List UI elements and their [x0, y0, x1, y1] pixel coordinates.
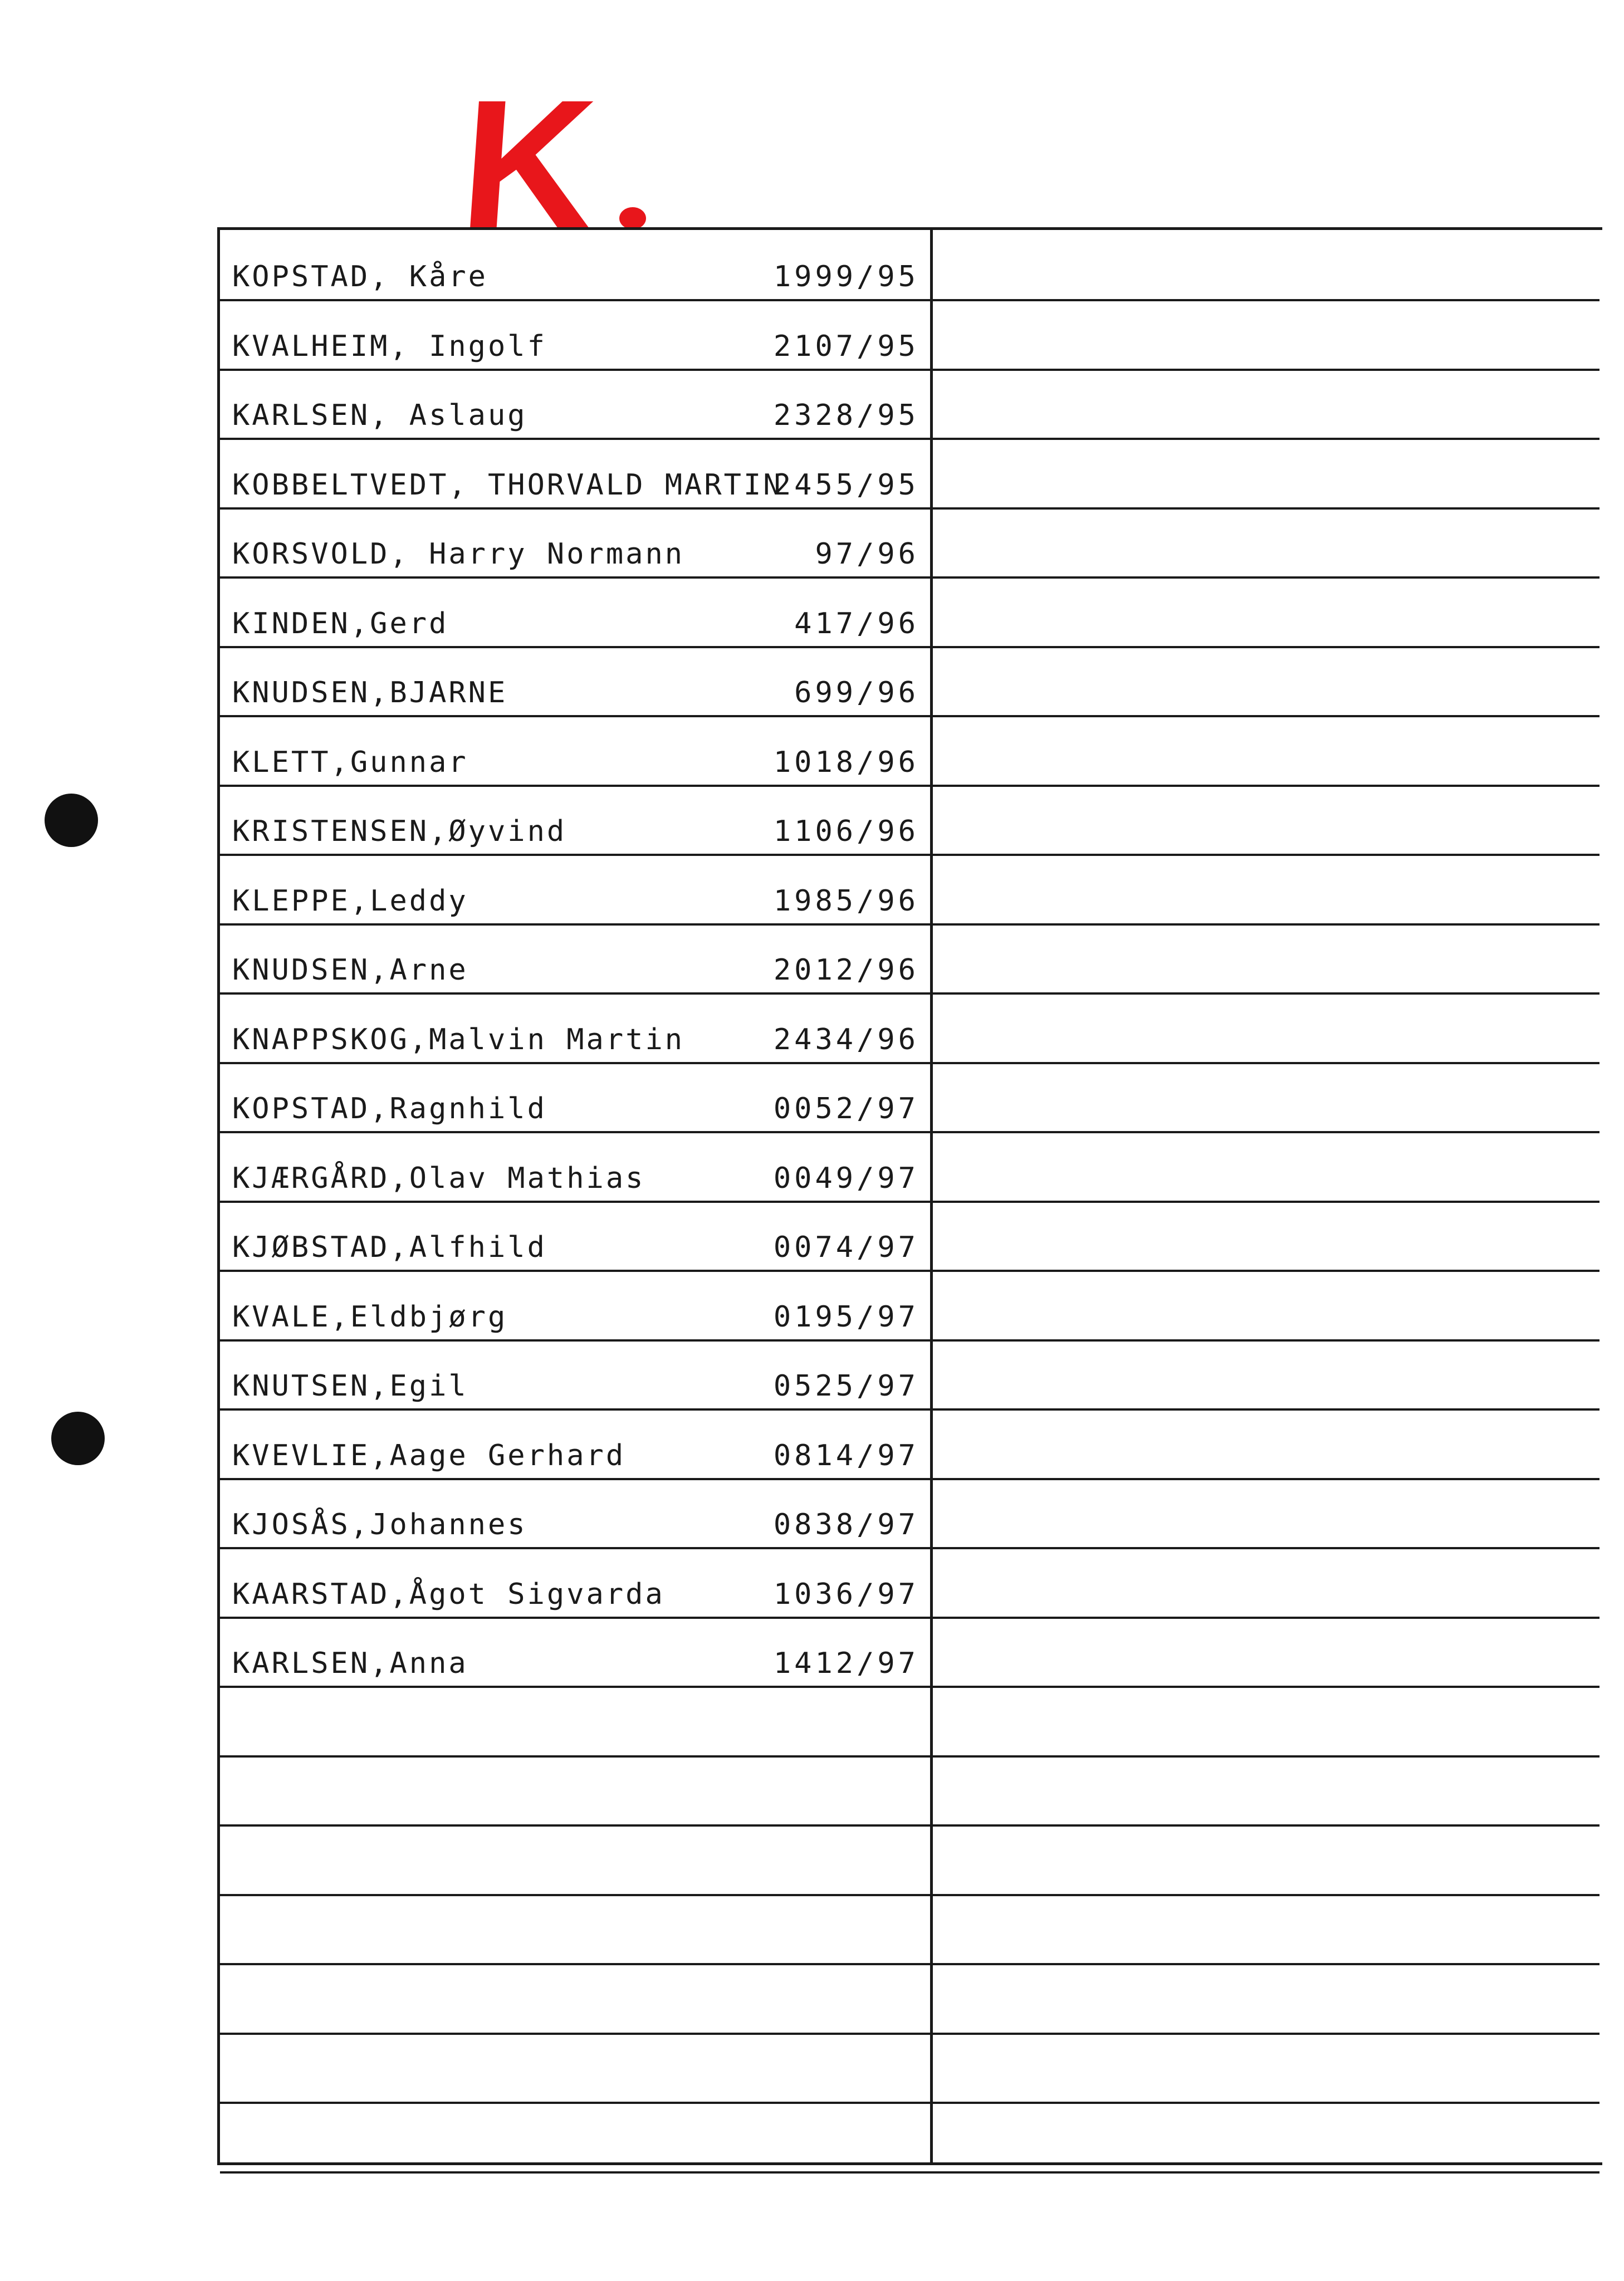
entry-name: KORSVOLD, Harry Normann [232, 537, 685, 571]
entry-name: KLEPPE,Leddy [232, 884, 468, 918]
register-row [220, 1964, 1599, 2035]
entry-name: KOPSTAD, Kåre [232, 260, 488, 293]
entry-case-number: 0814/97 [773, 1438, 919, 1472]
register-row [220, 2102, 1599, 2174]
entry-name: KJÆRGÅRD,Olav Mathias [232, 1161, 645, 1195]
register-row [220, 577, 1599, 648]
register-row [220, 230, 1599, 301]
punch-hole-top [45, 794, 98, 847]
entry-case-number: 0838/97 [773, 1508, 919, 1541]
register-row [220, 854, 1599, 926]
entry-case-number: 1018/96 [773, 745, 919, 779]
entry-case-number: 2434/96 [773, 1022, 919, 1056]
register-row [220, 1755, 1599, 1827]
register-row [220, 1132, 1599, 1203]
column-divider [930, 227, 933, 2162]
entry-name: KRISTENSEN,Øyvind [232, 815, 567, 848]
register-row [220, 785, 1599, 856]
entry-name: KJOSÅS,Johannes [232, 1508, 527, 1541]
entry-case-number: 1412/97 [773, 1647, 919, 1680]
register-row [220, 300, 1599, 371]
entry-name: KINDEN,Gerd [232, 606, 449, 640]
register-row [220, 438, 1599, 510]
entry-name: KJØBSTAD,Alfhild [232, 1231, 547, 1264]
letter-ink-dot [619, 207, 646, 229]
entry-case-number: 97/96 [815, 537, 919, 571]
register-row [220, 1409, 1599, 1480]
register-row [220, 1062, 1599, 1133]
entry-case-number: 0049/97 [773, 1161, 919, 1195]
register-row [220, 1339, 1599, 1411]
entry-case-number: 2107/95 [773, 329, 919, 363]
entry-name: KARLSEN,Anna [232, 1647, 468, 1680]
register-row [220, 1478, 1599, 1549]
entry-case-number: 699/96 [794, 676, 919, 709]
register-row [220, 1894, 1599, 1965]
entry-name: KVALE,Eldbjørg [232, 1300, 508, 1334]
register-row [220, 369, 1599, 440]
entry-name: KAARSTAD,Ågot Sigvarda [232, 1577, 665, 1611]
punch-hole-bottom [51, 1412, 105, 1465]
entry-case-number: 1106/96 [773, 815, 919, 848]
register-row [220, 1825, 1599, 1896]
entry-name: KOBBELTVEDT, THORVALD MARTIN [232, 468, 783, 502]
entry-name: KNUDSEN,BJARNE [232, 676, 508, 709]
entry-case-number: 1036/97 [773, 1577, 919, 1611]
entry-name: KNUDSEN,Arne [232, 953, 468, 987]
entry-name: KARLSEN, Aslaug [232, 399, 527, 432]
register-row [220, 646, 1599, 717]
entry-case-number: 417/96 [794, 606, 919, 640]
entry-case-number: 1985/96 [773, 884, 919, 918]
entry-name: KOPSTAD,Ragnhild [232, 1092, 547, 1125]
register-row [220, 2033, 1599, 2104]
entry-case-number: 2012/96 [773, 953, 919, 987]
entry-name: KLETT,Gunnar [232, 745, 468, 779]
register-row [220, 1686, 1599, 1758]
register-row [220, 1270, 1599, 1342]
entry-case-number: 0195/97 [773, 1300, 919, 1334]
register-row [220, 923, 1599, 995]
entry-name: KNAPPSKOG,Malvin Martin [232, 1022, 685, 1056]
entry-case-number: 0052/97 [773, 1092, 919, 1125]
entry-case-number: 0074/97 [773, 1231, 919, 1264]
entry-case-number: 2455/95 [773, 468, 919, 502]
entry-name: KNUTSEN,Egil [232, 1369, 468, 1403]
entry-case-number: 1999/95 [773, 260, 919, 293]
register-row [220, 993, 1599, 1064]
entry-case-number: 0525/97 [773, 1369, 919, 1403]
entry-name: KVALHEIM, Ingolf [232, 329, 547, 363]
register-row [220, 1548, 1599, 1619]
index-letter: K [455, 61, 603, 267]
entry-case-number: 2328/95 [773, 399, 919, 432]
register-row [220, 716, 1599, 787]
entry-name: KVEVLIE,Aage Gerhard [232, 1438, 626, 1472]
register-row [220, 507, 1599, 579]
register-row [220, 1617, 1599, 1688]
register-row [220, 1201, 1599, 1272]
